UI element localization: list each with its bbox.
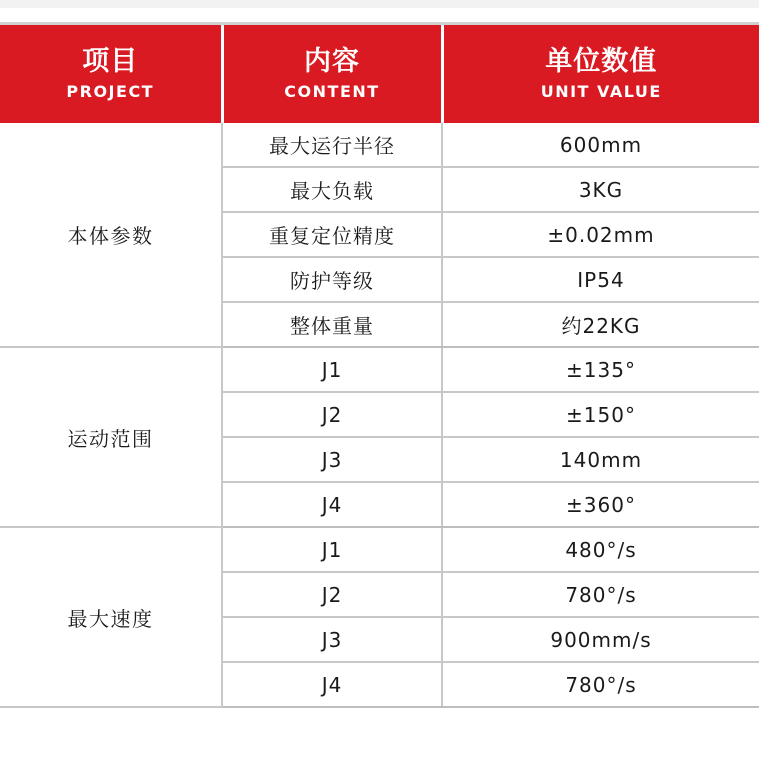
header-value-en: UNIT VALUE: [540, 82, 662, 101]
item-cell: 最大负载: [222, 167, 442, 212]
header-content-cn: 内容: [304, 46, 360, 77]
value-cell: 480°/s: [442, 527, 759, 572]
value-cell: ±360°: [442, 482, 759, 527]
top-strip: [0, 0, 759, 8]
table-row: [0, 527, 759, 572]
value-cell: ±0.02mm: [442, 212, 759, 257]
header-row: [0, 24, 759, 124]
header-value: [442, 24, 759, 124]
item-cell: J1: [222, 347, 442, 392]
item-cell: 重复定位精度: [222, 212, 442, 257]
group-label: 最大速度: [0, 527, 222, 707]
value-cell: 600mm: [442, 123, 759, 167]
item-cell: 整体重量: [222, 302, 442, 347]
header-project: [0, 24, 222, 124]
value-cell: 140mm: [442, 437, 759, 482]
group-label: 本体参数: [0, 123, 222, 347]
item-cell: J3: [222, 617, 442, 662]
value-cell: ±150°: [442, 392, 759, 437]
item-cell: J1: [222, 527, 442, 572]
value-cell: ±135°: [442, 347, 759, 392]
header-content: [222, 24, 442, 124]
item-cell: 最大运行半径: [222, 123, 442, 167]
value-cell: 约22KG: [442, 302, 759, 347]
value-cell: IP54: [442, 257, 759, 302]
item-cell: 防护等级: [222, 257, 442, 302]
spec-table: [0, 22, 759, 708]
header-project-cn: 项目: [82, 46, 139, 77]
cropped-mark: [126, 748, 152, 756]
value-cell: 780°/s: [442, 662, 759, 707]
item-cell: J4: [222, 662, 442, 707]
value-cell: 780°/s: [442, 572, 759, 617]
item-cell: J2: [222, 392, 442, 437]
item-cell: J4: [222, 482, 442, 527]
item-cell: J2: [222, 572, 442, 617]
table-header: [0, 24, 759, 124]
value-cell: 900mm/s: [442, 617, 759, 662]
value-cell: 3KG: [442, 167, 759, 212]
table-row: [0, 347, 759, 392]
item-cell: J3: [222, 437, 442, 482]
header-content-en: CONTENT: [284, 82, 380, 101]
table-body: [0, 123, 759, 707]
group-label: 运动范围: [0, 347, 222, 527]
header-project-en: PROJECT: [66, 82, 155, 101]
table-row: [0, 123, 759, 167]
header-value-cn: 单位数值: [545, 46, 658, 77]
